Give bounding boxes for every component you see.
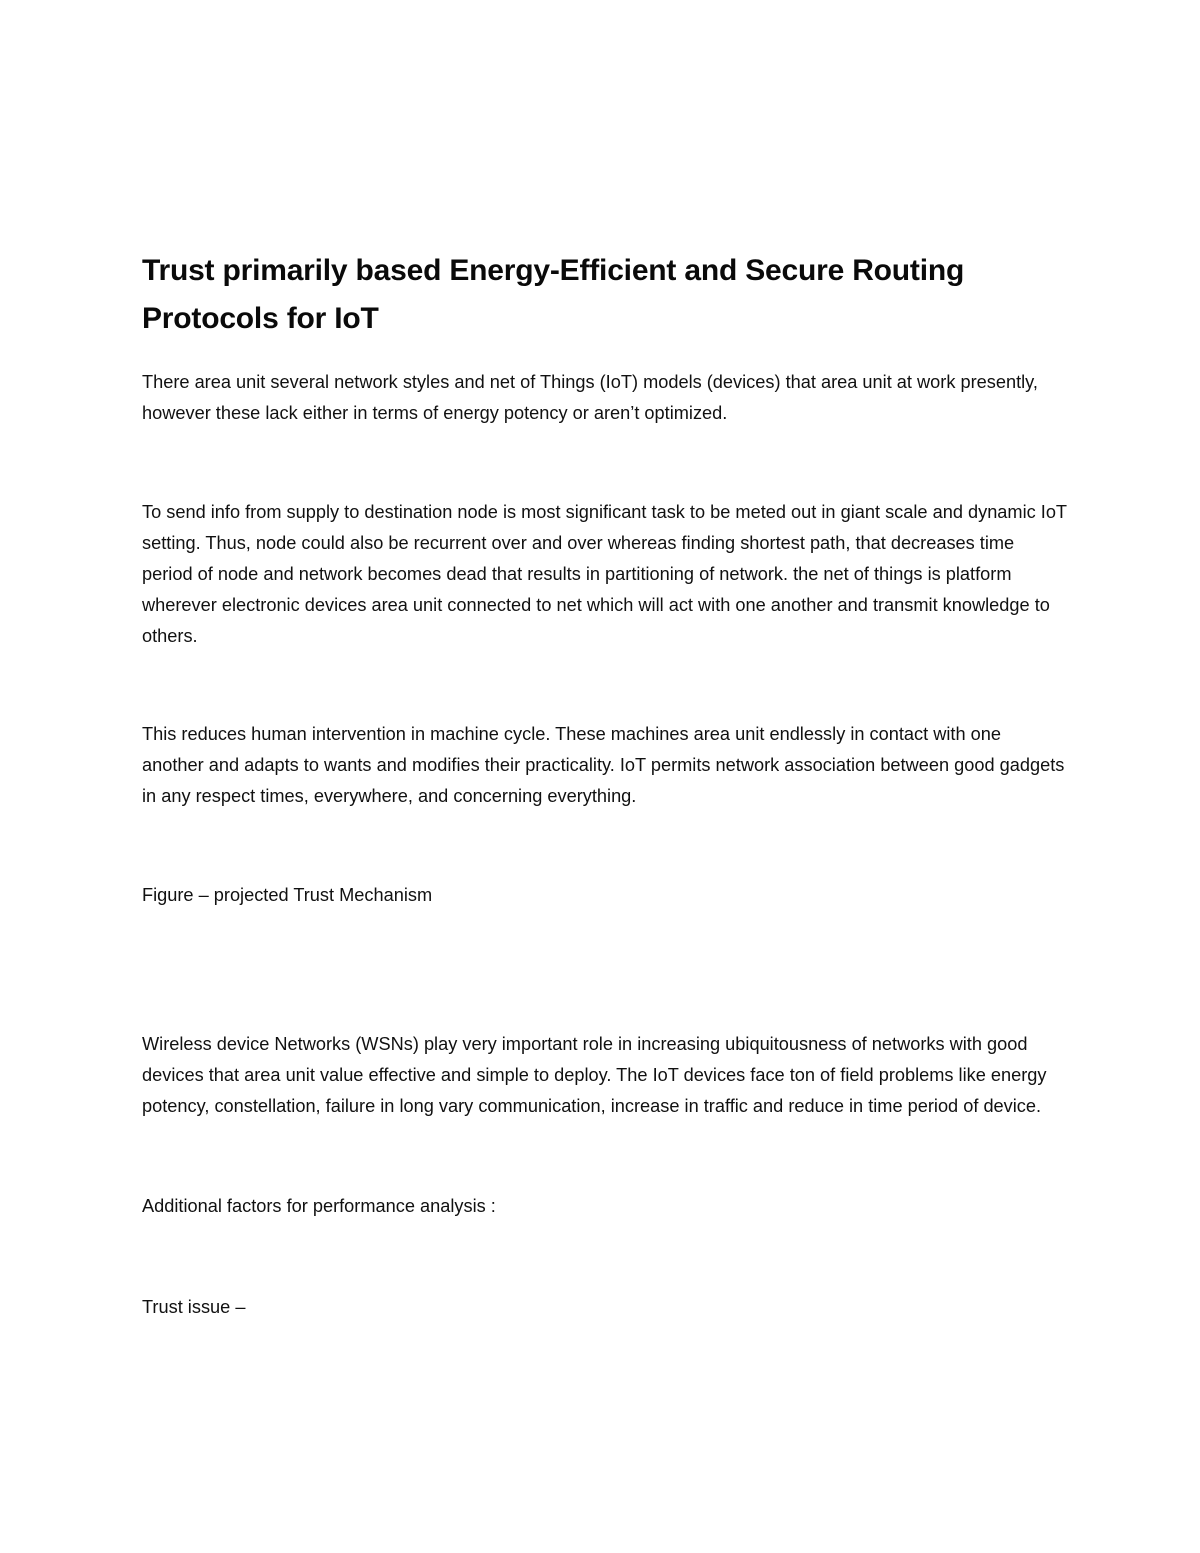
paragraph-human-intervention: This reduces human intervention in machine cycle. These machines area unit endlessly in contact with one another and adapts to wants and modifies their practicality. IoT permits network association between good gadgets in any respect times, everywhere, and concerning everything. bbox=[142, 724, 1065, 806]
paragraph-routing: To send info from supply to destination node is most significant task to be meted out in giant scale and dynamic IoT setting. Thus, node could also be recurrent over and over whereas finding shortest path, that decreases time period of node and network becomes dead that results in partitioning of network. the net of things is platform wherever electronic devices area unit connected to net which will act with one another and transmit knowledge to others. bbox=[142, 502, 1067, 646]
paragraph-intro: There area unit several network styles and net of Things (IoT) models (devices) that area unit at work presently, however these lack either in terms of energy potency or aren’t optimized. bbox=[142, 372, 1038, 423]
paragraph-wsn: Wireless device Networks (WSNs) play very important role in increasing ubiquitousness of networks with good devices that area unit value effective and simple to deploy. The IoT devices face ton of field problems like energy potency, constellation, failure in long vary communication, increase in traffic and reduce in time period of device. bbox=[142, 1034, 1047, 1116]
document-title: Trust primarily based Energy-Efficient and Secure Routing Protocols for IoT bbox=[142, 254, 965, 335]
figure-caption: Figure – projected Trust Mechanism bbox=[142, 885, 433, 905]
document-body bbox=[142, 247, 1067, 1323]
paragraph-additional-factors: Additional factors for performance analysis : bbox=[142, 1196, 496, 1216]
paragraph-trust-issue: Trust issue – bbox=[142, 1297, 246, 1317]
